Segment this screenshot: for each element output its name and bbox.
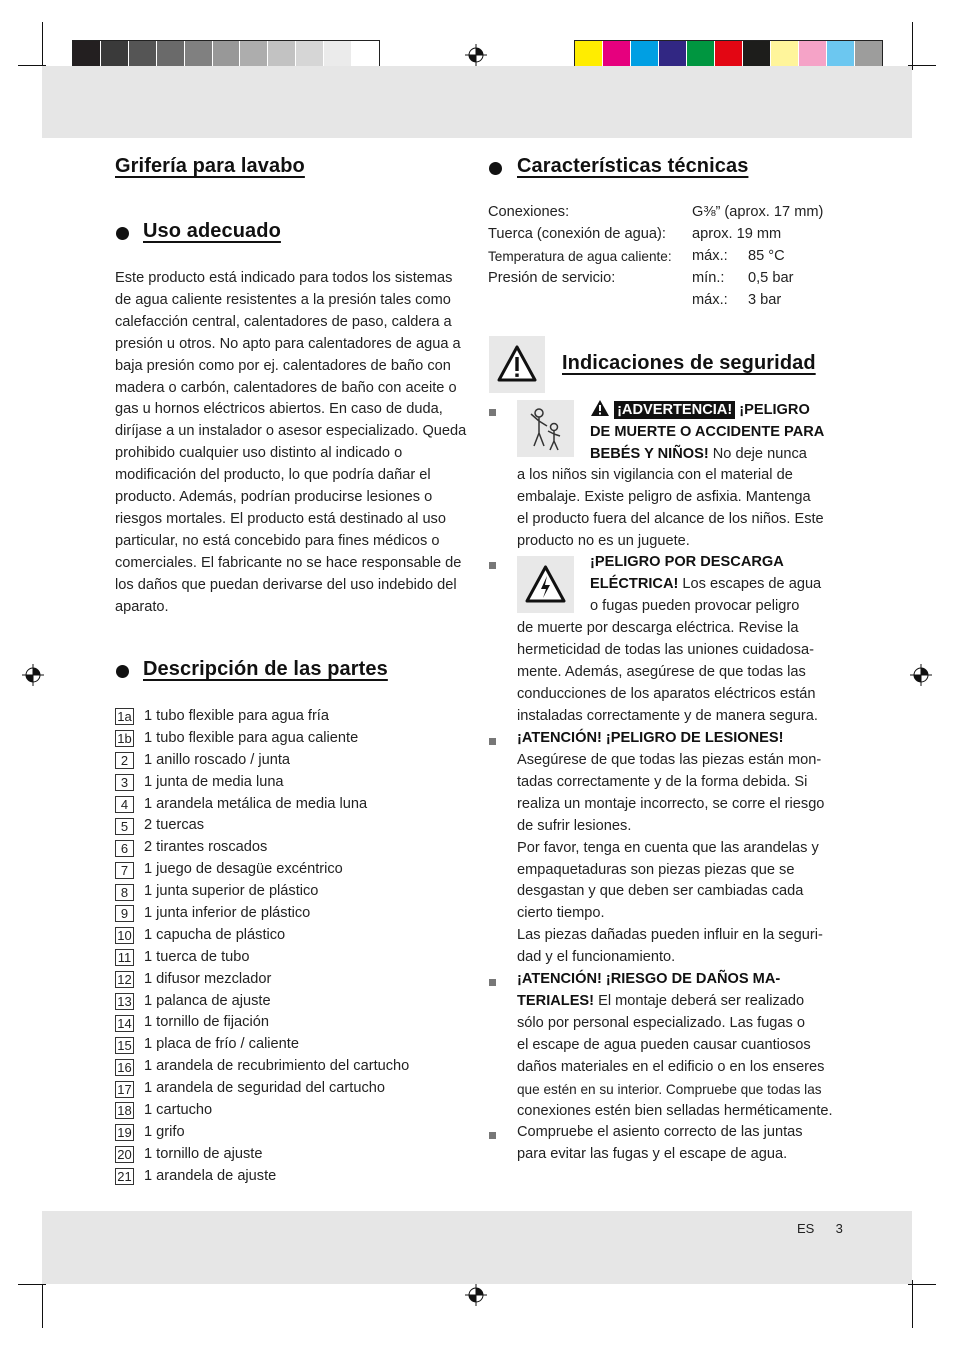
part-number: 19 — [115, 1124, 134, 1141]
warning-damage-text — [517, 1013, 847, 1123]
text-line: de sufrir lesiones. — [517, 817, 632, 834]
part-label: 1 capucha de plástico — [144, 926, 286, 943]
text-line: producto no es un juguete. — [517, 532, 690, 549]
text-line: Las piezas dañadas pueden influir en la seguri- — [517, 927, 823, 944]
gray-swatch — [296, 41, 324, 68]
spec-label: Tuerca (conexión de agua): — [488, 225, 666, 242]
list-item — [115, 728, 409, 750]
part-label: 1 tornillo de fijación — [144, 1014, 269, 1031]
spec-label: Conexiones: — [488, 204, 570, 220]
part-label: 1 grifo — [144, 1123, 185, 1140]
part-label: 1 arandela metálica de media luna — [144, 795, 368, 812]
gray-swatch — [213, 41, 241, 68]
part-label: 1 juego de desagüe excéntrico — [144, 861, 343, 878]
text-line: Por favor, tenga en cuenta que las arandelas y — [517, 839, 819, 856]
list-item — [115, 1166, 409, 1188]
part-label: 1 arandela de recubrimiento del cartucho — [144, 1058, 410, 1075]
table-row — [488, 202, 823, 224]
product-title: Grifería para lavabo — [115, 155, 305, 177]
list-bullet — [489, 409, 496, 416]
color-swatch — [715, 41, 743, 68]
part-label: 1 arandela de seguridad del cartucho — [144, 1080, 385, 1097]
color-swatch — [687, 41, 715, 68]
list-item — [115, 706, 409, 728]
section-title-safety: Indicaciones de seguridad — [562, 352, 816, 374]
part-label: 2 tuercas — [144, 817, 205, 834]
part-label: 1 junta inferior de plástico — [144, 905, 311, 922]
text-line: instaladas correctamente y de manera segura. — [517, 707, 818, 724]
color-swatch — [855, 41, 882, 68]
spec-qualifier: máx.: — [692, 247, 728, 264]
crop-mark — [42, 1280, 43, 1328]
spec-label: Temperatura de agua caliente: — [488, 248, 672, 264]
tech-specs-table — [488, 202, 823, 311]
warning-triangle-icon — [590, 399, 610, 417]
list-bullet — [489, 562, 496, 569]
spec-qualifier: mín.: — [692, 269, 725, 286]
list-bullet — [489, 979, 496, 986]
list-bullet — [489, 1132, 496, 1139]
part-number: 14 — [115, 1015, 134, 1032]
part-number: 9 — [115, 905, 134, 922]
part-label: 1 difusor mezclador — [144, 970, 272, 987]
section-bullet — [489, 162, 502, 175]
list-item — [115, 991, 409, 1013]
warning-damage-heading: ¡ATENCIÓN! ¡RIESGO DE DAÑOS MA- TERIALES! El montaje deberá ser realizado — [517, 971, 805, 1009]
gray-swatch — [268, 41, 296, 68]
text-line: mente. Además, asegúrese de que todas las — [517, 663, 806, 680]
part-number: 6 — [115, 840, 134, 857]
part-label: 1 tuerca de tubo — [144, 948, 250, 965]
list-item — [115, 750, 409, 772]
text-line: embalaje. Existe peligro de asfixia. Mantenga — [517, 488, 811, 505]
spec-qualifier: aprox. 19 mm — [692, 225, 782, 242]
part-number: 15 — [115, 1037, 134, 1054]
electric-warning-icon-box — [517, 556, 574, 613]
text-line: para evitar las fugas y el escape de agua. — [517, 1145, 788, 1162]
registration-mark-icon — [910, 664, 932, 686]
parts-list — [115, 706, 409, 1188]
electric-shock-icon — [517, 556, 574, 613]
color-swatch — [827, 41, 855, 68]
part-number: 5 — [115, 818, 134, 835]
gray-swatch — [240, 41, 268, 68]
child-warning-icon-box — [517, 400, 574, 457]
text-line: hermeticidad de todas las uniones cuidadosa- — [517, 641, 814, 658]
part-number: 11 — [115, 949, 134, 966]
part-label: 1 arandela de ajuste — [144, 1167, 277, 1184]
part-label: 1 tornillo de ajuste — [144, 1145, 263, 1162]
section-title-partes: Descripción de las partes — [143, 658, 388, 680]
list-item — [115, 1144, 409, 1166]
list-item — [115, 1078, 409, 1100]
list-item — [115, 1012, 409, 1034]
color-swatch — [659, 41, 687, 68]
text-line: tadas correctamente y de la forma debida. Si — [517, 773, 808, 790]
child-danger-icon — [517, 400, 574, 457]
text-line: cierto tiempo. — [517, 905, 605, 922]
color-swatch — [743, 41, 771, 68]
color-swatch — [575, 41, 603, 68]
color-swatch — [603, 41, 631, 68]
warning-electric-text — [517, 618, 847, 728]
list-item — [115, 969, 409, 991]
process-color-bar — [574, 40, 883, 69]
warning-children-heading: ¡ADVERTENCIA! ¡PELIGRO DE MUERTE O ACCIDENTE PARA BEBÉS Y NIÑOS! No deje nunca — [590, 399, 850, 466]
text-line: conexiones estén bien selladas herméticamente. — [517, 1102, 833, 1119]
warning-electric-heading: ¡PELIGRO POR DESCARGA ELÉCTRICA! Los escapes de agua o fugas pueden provocar peligro — [590, 554, 822, 614]
part-number: 8 — [115, 884, 134, 901]
list-item — [115, 1056, 409, 1078]
table-row — [488, 246, 823, 268]
table-row — [488, 224, 823, 246]
text-line: que estén en su interior. Compruebe que todas las — [517, 1081, 822, 1097]
grayscale-color-bar — [72, 40, 380, 69]
warning-injury-heading: ¡ATENCIÓN! ¡PELIGRO DE LESIONES! — [517, 730, 784, 746]
text-line: daños materiales en el edificio o en los enseres — [517, 1058, 825, 1075]
warning-badge: ¡ADVERTENCIA! — [614, 401, 735, 419]
crop-mark — [908, 65, 936, 66]
crop-mark — [908, 1284, 936, 1285]
registration-mark-icon — [465, 1284, 487, 1306]
section-title-tech: Características técnicas — [517, 155, 749, 177]
part-number: 1a — [115, 708, 134, 725]
part-label: 1 junta superior de plástico — [144, 883, 319, 900]
warning-triangle-icon — [489, 336, 545, 393]
part-number: 7 — [115, 862, 134, 879]
part-number: 10 — [115, 927, 134, 944]
gray-swatch — [352, 41, 379, 68]
gray-swatch — [129, 41, 157, 68]
part-number: 12 — [115, 971, 134, 988]
crop-mark — [912, 22, 913, 70]
part-label: 1 tubo flexible para agua fría — [144, 708, 329, 724]
list-item — [115, 772, 409, 794]
list-bullet — [489, 738, 496, 745]
list-item — [115, 1034, 409, 1056]
part-number: 18 — [115, 1102, 134, 1119]
page-footer — [797, 1221, 843, 1236]
list-item — [115, 925, 409, 947]
gray-swatch — [157, 41, 185, 68]
list-item — [115, 859, 409, 881]
part-number: 2 — [115, 752, 134, 769]
text-line: dad y el funcionamiento. — [517, 949, 676, 966]
uso-paragraph: Este producto está indicado para todos los sistemas de agua caliente resistentes a la presión tales como calefacción central, calentadores de paso, caldera a presión u otros. No apto para calentadores de agua a baja presión como por ej. calentadores de baño con madera o carbón, calentadores de baño con aceite o gas u hornos eléctricos abiertos. En caso de duda, diríjase a un instalador o asesor especializado. Queda prohibido cualquier uso distinto al indicado o modificación del producto, lo que podría dañar el producto. Además, podrían producirse lesiones o riesgos mortales. El producto está destinado al uso particular, no está concebido para fines médicos o comerciales. El fabricante no se hace responsable de los daños que puedan derivarse del uso indebido del aparato. — [115, 270, 467, 615]
part-number: 21 — [115, 1168, 134, 1185]
list-item — [115, 837, 409, 859]
section-bullet — [116, 227, 129, 240]
footer-band — [42, 1211, 912, 1284]
part-label: 1 cartucho — [144, 1102, 213, 1119]
color-swatch — [771, 41, 799, 68]
registration-mark-icon — [22, 664, 44, 686]
joints-check-text — [517, 1122, 847, 1166]
text-line: empaquetaduras son piezas piezas que se — [517, 861, 795, 878]
list-item — [115, 794, 409, 816]
part-number: 17 — [115, 1081, 134, 1098]
header-band — [42, 66, 912, 138]
part-label: 1 palanca de ajuste — [144, 992, 271, 1009]
list-item — [115, 881, 409, 903]
part-number: 13 — [115, 993, 134, 1010]
gray-swatch — [73, 41, 101, 68]
part-label: 1 tubo flexible para agua caliente — [144, 729, 359, 746]
gray-swatch — [324, 41, 352, 68]
registration-mark-icon — [465, 44, 487, 66]
text-line: Asegúrese de que todas las piezas están mon- — [517, 752, 822, 768]
table-row — [488, 268, 823, 290]
part-label: 1 anillo roscado / junta — [144, 751, 291, 768]
part-label: 1 placa de frío / caliente — [144, 1036, 299, 1053]
text-line: realiza un montaje incorrecto, se corre el riesgo — [517, 795, 825, 812]
page-number: 3 — [835, 1221, 843, 1236]
part-label: 1 junta de media luna — [144, 773, 284, 790]
text-line: conducciones de los aparatos eléctricos están — [517, 685, 816, 702]
spec-value: 3 bar — [748, 291, 782, 308]
color-swatch — [799, 41, 827, 68]
section-title-uso: Uso adecuado — [143, 220, 281, 242]
crop-mark — [18, 1284, 46, 1285]
text-line: a los niños sin vigilancia con el material de — [517, 467, 793, 483]
spec-value: 0,5 bar — [748, 269, 794, 286]
warning-children-text — [517, 465, 847, 553]
list-item — [115, 947, 409, 969]
part-number: 3 — [115, 774, 134, 791]
crop-mark — [42, 22, 43, 70]
language-code: ES — [797, 1221, 815, 1236]
spec-qualifier: máx.: — [692, 291, 728, 308]
spec-label — [488, 290, 692, 312]
part-number: 4 — [115, 796, 134, 813]
text-line: Compruebe el asiento correcto de las juntas — [517, 1124, 803, 1140]
spec-label: Presión de servicio: — [488, 269, 616, 286]
crop-mark — [912, 1280, 913, 1328]
color-swatch — [631, 41, 659, 68]
list-item — [115, 903, 409, 925]
gray-swatch — [185, 41, 213, 68]
list-item — [115, 1122, 409, 1144]
spec-value: 85 °C — [748, 247, 785, 264]
part-number: 1b — [115, 730, 134, 747]
warning-icon-box — [489, 336, 545, 393]
text-line: sólo por personal especializado. Las fugas o — [517, 1015, 806, 1031]
part-number: 20 — [115, 1146, 134, 1163]
table-row — [488, 290, 823, 312]
text-line: de muerte por descarga eléctrica. Revise la — [517, 620, 799, 636]
gray-swatch — [101, 41, 129, 68]
text-line: el producto fuera del alcance de los niños. Este — [517, 510, 824, 527]
part-number: 16 — [115, 1059, 134, 1076]
text-line: desgastan y que deben ser cambiadas cada — [517, 883, 804, 900]
list-item — [115, 815, 409, 837]
section-bullet — [116, 665, 129, 678]
warning-injury-text — [517, 750, 847, 969]
text-line: el escape de agua pueden causar cuantiosos — [517, 1036, 811, 1053]
spec-qualifier: G⅜” (aprox. 17 mm) — [692, 204, 824, 220]
part-label: 2 tirantes roscados — [144, 839, 268, 856]
list-item — [115, 1100, 409, 1122]
